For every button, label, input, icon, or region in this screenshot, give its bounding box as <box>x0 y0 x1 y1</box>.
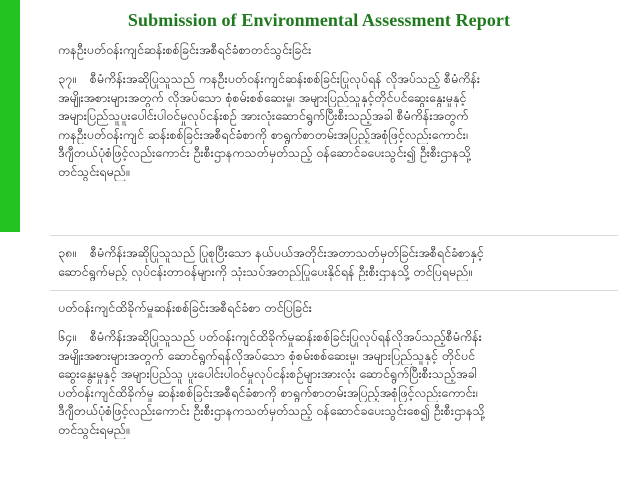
paragraph-line: အမျိုးအစားများအတွက် ဆောင်ရွက်ရန်လိုအပ်သော စုံစမ်းစစ်ဆေးမှု၊ အများပြည်သူနှင့် တိုင်ပင် <box>58 347 475 363</box>
paragraph-number: ၆၄။ <box>58 329 76 344</box>
paragraph-line <box>58 244 628 263</box>
paragraph-number: ၃၇။ <box>58 71 76 86</box>
paragraph-line: ဆောင်ရွက်မည့် လုပ်ငန်းတာဝန်များကို သုံးသပ်အတည်ပြုပေးနိုင်ရန် ဦးစီးဌာနသို့ တင်ပြရမည်။ <box>58 263 472 279</box>
paragraph-64 <box>58 328 628 439</box>
paragraph-line: ဆွေးနွေးမှုနှင့် အများပြည်သူ ပူးပေါင်းပါဝင်မှုလုပ်ငန်းစဉ်များအားလုံး ဆောင်ရွက်ပြီးစီးသည့်အခါ <box>58 366 477 381</box>
paragraph-line <box>58 70 628 89</box>
paragraph-line: အများပြည်သူပူးပေါင်းပါဝင်မှုလုပ်ငန်းစဉ် အားလုံးဆောင်ရွက်ပြီးစီးသည့်အခါ စီမံကိန်းအတွက် <box>58 108 469 123</box>
paragraph-text: စီမံကိန်းအဆိုပြုသူသည် ပတ်ဝန်းကျင်ထိခိုက်မှုဆန်းစစ်ခြင်းပြုလုပ်ရန်လိုအပ်သည့်စီမံကိန်း <box>89 329 482 344</box>
paragraph-number: ၃၈။ <box>58 245 76 260</box>
section-divider <box>50 235 618 236</box>
paragraph-line: ကနဦးပတ်ဝန်းကျင် ဆန်းစစ်ခြင်းအစီရင်ခံစာကို စာရွက်စာတမ်းအပြည့်အစုံဖြင့်လည်းကောင်း၊ <box>58 126 468 142</box>
paragraph-line: တင်သွင်းရမည်။ <box>58 163 130 179</box>
page-title: Submission of Environmental Assessment Report <box>127 10 511 30</box>
paragraph-line: ပတ်ဝန်းကျင်ထိခိုက်မှု ဆန်းစစ်ခြင်းအစီရင်ခံစာကို စာရွက်စာတမ်းအပြည့်အစုံဖြင့်လည်းကောင်း၊ <box>58 384 478 400</box>
paragraph-line: ဒီဂျီတယ်ပုံစံဖြင့်လည်းကောင်း ဦးစီးဌာနကသတ်မှတ်သည့် ဝန်ဆောင်ခပေးသွင်း၍ ဦးစီးဌာနသို့ <box>58 145 471 160</box>
paragraph-line <box>58 328 628 347</box>
section-divider <box>50 290 618 291</box>
section-heading-eia: ပတ်ဝန်းကျင်ထိခိုက်မှုဆန်းစစ်ခြင်းအစီရင်ခံစာ တင်ပြခြင်း <box>58 300 312 315</box>
paragraph-37 <box>58 70 628 181</box>
paragraph-line: အမျိုးအစားများအတွက် လိုအပ်သော စုံစမ်းစစ်ဆေးမှု၊ အများပြည်သူနှင့်တိုင်ပင်ဆွေးနွေးမှုနှင့် <box>58 89 467 105</box>
paragraph-text: စီမံကိန်းအဆိုပြုသူသည် ပြုစုပြီးသော နယ်ပယ်အတိုင်းအတာသတ်မှတ်ခြင်းအစီရင်ခံစာနှင့် <box>89 245 484 260</box>
section-heading-iee: ကနဦးပတ်ဝန်းကျင်ဆန်းစစ်ခြင်းအစီရင်ခံစာတင်သွင်းခြင်း <box>58 42 312 57</box>
green-accent-bar <box>0 0 20 232</box>
paragraph-line: တင်သွင်းရမည်။ <box>58 421 130 437</box>
paragraph-38 <box>58 244 628 281</box>
paragraph-line: ဒီဂျီတယ်ပုံစံဖြင့်လည်းကောင်း ဦးစီးဌာနကသတ်မှတ်သည့် ဝန်ဆောင်ခပေးသွင်းစေ၍ ဦးစီးဌာနသို့ <box>58 403 485 418</box>
paragraph-text: စီမံကိန်းအဆိုပြုသူသည် ကနဦးပတ်ဝန်းကျင်ဆန်းစစ်ခြင်းပြုလုပ်ရန် လိုအပ်သည့် စီမံကိန်း <box>89 71 481 86</box>
